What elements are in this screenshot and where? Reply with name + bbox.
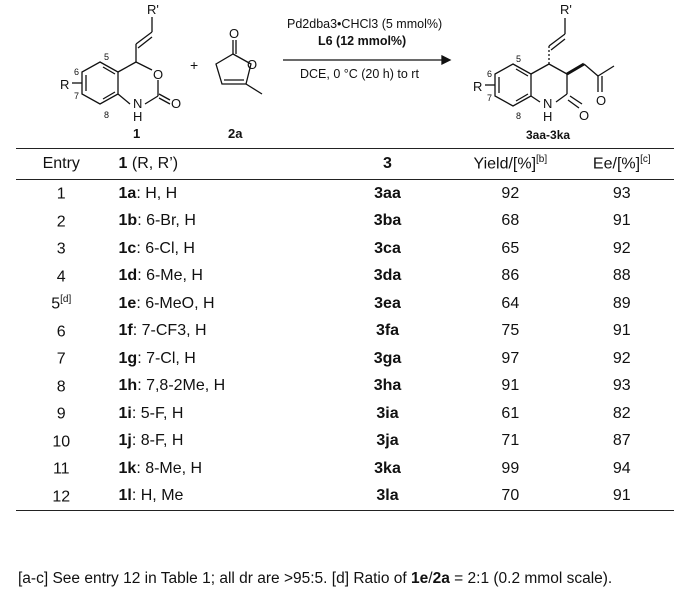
cell-yield: 70 — [451, 483, 569, 511]
cell-reactant: 1c: 6-Cl, H — [118, 239, 195, 257]
compound-2a-ring-oxygen: O — [247, 57, 258, 72]
header-ee: Ee/[%][c] — [570, 149, 674, 180]
cell-product: 3ea — [374, 294, 401, 312]
header-yield: Yield/[%][b] — [451, 149, 569, 180]
table-row — [16, 208, 674, 236]
cell-entry: 12 — [16, 483, 107, 511]
cell-reactant: 1i: 5-F, H — [118, 404, 184, 422]
cell-reactant: 1g: 7-Cl, H — [118, 349, 196, 367]
cell-product: 3fa — [375, 322, 400, 340]
cell-ee: 94 — [612, 459, 631, 477]
cell-yield: 75 — [501, 322, 520, 340]
ring-number-5: 5 — [104, 52, 110, 62]
product-nitrogen: N — [543, 96, 553, 111]
compound-1-label: 1 — [133, 126, 141, 141]
header-entry: Entry — [16, 149, 107, 180]
cell-ee: 91 — [570, 483, 674, 511]
cell-entry: 4 — [56, 267, 66, 285]
cell-product: 3ga — [373, 349, 402, 367]
cell-entry: 10 — [52, 432, 71, 450]
product-rprime: R' — [560, 2, 572, 17]
header-reactant: 1 (R, R’) — [107, 149, 324, 180]
product-ring-number-5: 5 — [516, 54, 522, 64]
cell-ee: 87 — [612, 432, 631, 450]
reagent-ligand: L6 (12 mmol%) — [318, 34, 407, 48]
compound-1-hydrogen: H — [133, 109, 143, 124]
table-row — [16, 318, 674, 346]
cell-yield: 91 — [501, 377, 520, 395]
cell-product: 3aa — [374, 184, 401, 202]
cell-yield: 97 — [501, 349, 520, 367]
table-header-row — [16, 149, 674, 180]
plus-sign: + — [190, 57, 199, 73]
cell-reactant: 1k: 8-Me, H — [118, 459, 203, 477]
product-r: R — [473, 79, 483, 94]
cell-product: 3ha — [373, 377, 402, 395]
product-lactam-oxygen: O — [579, 108, 590, 123]
product-hydrogen: H — [543, 109, 553, 124]
compound-1-rprime: R' — [147, 2, 159, 17]
table-row — [16, 400, 674, 428]
reaction-scheme — [0, 0, 689, 148]
cell-yield: 65 — [501, 239, 520, 257]
ring-number-7: 7 — [74, 91, 80, 101]
cell-product: 3ia — [376, 404, 399, 422]
table-row — [16, 290, 674, 318]
compound-1-structure — [72, 17, 170, 104]
table-row — [16, 180, 674, 208]
cell-product: 3ka — [374, 459, 401, 477]
cell-yield: 71 — [501, 432, 520, 450]
cell-reactant: 1d: 6-Me, H — [118, 267, 203, 285]
cell-entry: 8 — [56, 377, 66, 395]
compound-2a-carbonyl-oxygen: O — [229, 26, 240, 41]
compound-1-r: R — [60, 77, 70, 92]
table-row — [16, 235, 674, 263]
cell-yield: 99 — [501, 459, 520, 477]
cell-yield: 86 — [501, 267, 520, 285]
cell-product: 3la — [324, 483, 451, 511]
table-row — [16, 428, 674, 456]
cell-reactant: 1b: 6-Br, H — [118, 212, 196, 230]
compound-2a-label: 2a — [228, 126, 243, 141]
cell-yield: 64 — [501, 294, 520, 312]
cell-reactant: 1j: 8-F, H — [118, 432, 184, 450]
cell-reactant: 1l: H, Me — [107, 483, 324, 511]
cell-reactant: 1a: H, H — [118, 184, 178, 202]
cell-entry: 5[d] — [51, 294, 72, 313]
product-ring-number-7: 7 — [487, 93, 493, 103]
product-structure — [485, 18, 614, 108]
cell-ee: 89 — [612, 294, 631, 312]
compound-1-nitrogen: N — [133, 96, 143, 111]
cell-entry: 6 — [56, 322, 66, 340]
cell-entry: 2 — [56, 212, 66, 230]
ring-number-8: 8 — [104, 110, 110, 120]
cell-ee: 93 — [612, 377, 631, 395]
reagent-conditions: DCE, 0 °C (20 h) to rt — [300, 67, 419, 81]
results-table — [16, 148, 674, 511]
cell-entry: 7 — [56, 350, 66, 368]
header-product: 3 — [324, 149, 451, 180]
cell-ee: 93 — [612, 184, 631, 202]
reagent-catalyst: Pd2dba3•CHCl3 (5 mmol%) — [287, 17, 443, 31]
compound-1-carbonyl-oxygen: O — [171, 96, 182, 111]
cell-product: 3da — [373, 267, 402, 285]
cell-product: 3ca — [374, 239, 401, 257]
cell-yield: 61 — [501, 404, 520, 422]
cell-entry: 9 — [56, 405, 66, 423]
cell-ee: 88 — [612, 267, 631, 285]
cell-reactant: 1h: 7,8-2Me, H — [118, 377, 226, 395]
cell-yield: 68 — [501, 212, 520, 230]
table-row — [16, 373, 674, 401]
product-ketone-oxygen: O — [596, 93, 607, 108]
cell-entry: 11 — [52, 460, 70, 478]
cell-product: 3ba — [373, 212, 402, 230]
table-footnote: [a-c] See entry 12 in Table 1; all dr are >95:5. [d] Ratio of 1e/2a = 2:1 (0.2 mmol scale). — [18, 570, 613, 587]
cell-ee: 82 — [612, 404, 631, 422]
product-label: 3aa-3ka — [526, 128, 571, 142]
table-row — [16, 345, 674, 373]
table-row — [16, 483, 674, 511]
table-row — [16, 455, 674, 483]
cell-ee: 91 — [612, 212, 631, 230]
cell-ee: 92 — [612, 349, 631, 367]
compound-1-ring-oxygen: O — [153, 67, 164, 82]
cell-ee: 91 — [612, 322, 631, 340]
cell-entry: 1 — [56, 185, 66, 203]
cell-reactant: 1e: 6-MeO, H — [118, 294, 215, 312]
cell-entry: 3 — [56, 240, 66, 258]
product-ring-number-6: 6 — [487, 69, 493, 79]
cell-reactant: 1f: 7-CF3, H — [118, 322, 207, 340]
cell-ee: 92 — [612, 239, 631, 257]
cell-product: 3ja — [376, 432, 399, 450]
ring-number-6: 6 — [74, 67, 80, 77]
cell-yield: 92 — [501, 184, 520, 202]
table-row — [16, 263, 674, 291]
product-ring-number-8: 8 — [516, 111, 522, 121]
